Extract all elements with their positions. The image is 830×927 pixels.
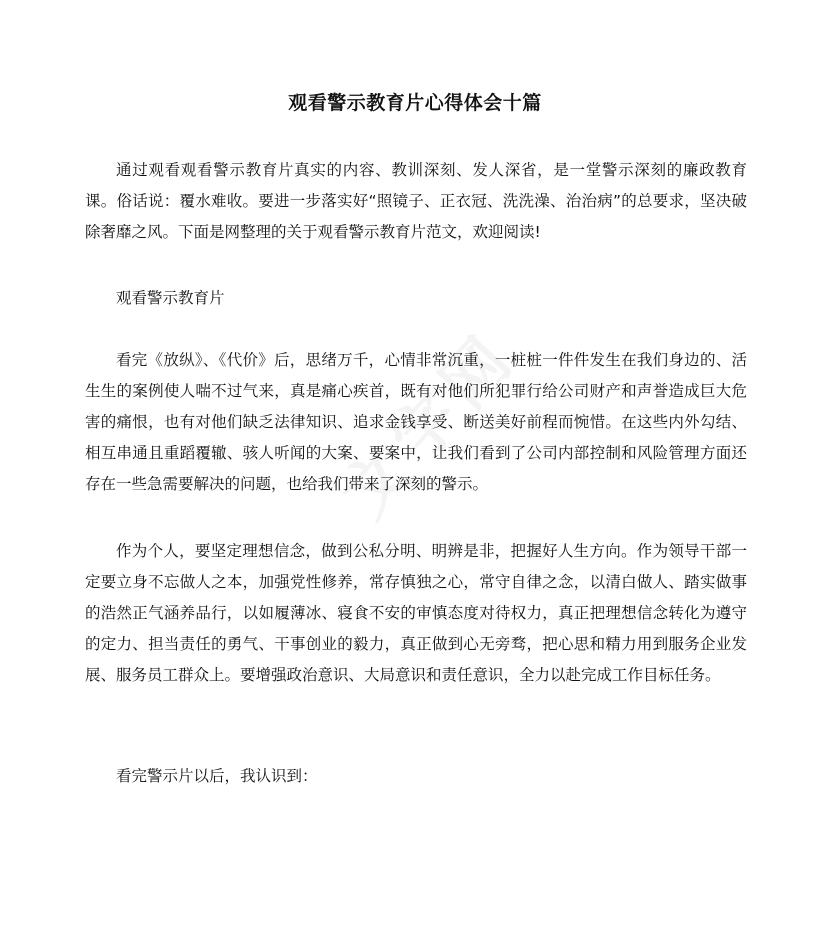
body-paragraph: 看完《放纵》、《代价》后，思绪万千，心情非常沉重，一桩桩一件件发生在我们身边的、活生生的案例使人喘不过气来，真是痛心疾首，既有对他们所犯罪行给公司财产和声誉造成巨大危害的痛恨，也有对他们缺乏法律知识、追求金钱享受、断送美好前程而惋惜。在这些内外勾结、相互串通且重蹈覆辙、骇人听闻的大案、要案中，让我们看到了公司内部控制和风险管理方面还存在一些急需要解决的问题，也给我们带来了深刻的警示。 bbox=[85, 351, 747, 493]
section-heading: 观看警示教育片 bbox=[116, 289, 225, 307]
body-paragraph: 作为个人，要坚定理想信念，做到公私分明、明辨是非，把握好人生方向。作为领导干部一定要立身不忘做人之本，加强党性修养，常存慎独之心，常守自律之念，以清白做人、踏实做事的浩然正气涵养品行，以如履薄冰、寝食不安的审慎态度对待权力，真正把理想信念转化为遵守的定力、担当责任的勇气、干事创业的毅力，真正做到心无旁骛，把心思和精力用到服务企业发展、服务员工群众上。要增强政治意识、大局意识和责任意识，全力以赴完成工作目标任务。 bbox=[85, 542, 747, 684]
intro-paragraph: 通过观看观看警示教育片真实的内容、教训深刻、发人深省，是一堂警示深刻的廉政教育课。俗话说：覆水难收。要进一步落实好“照镜子、正衣冠、洗洗澡、治治病”的总要求，坚决破除奢靡之风。下面是网整理的关于观看警示教育片范文，欢迎阅读! bbox=[85, 161, 747, 241]
document-title: 观看警示教育片心得体会十篇 bbox=[288, 92, 542, 114]
body-paragraph: 看完警示片以后，我认识到： bbox=[116, 767, 318, 785]
